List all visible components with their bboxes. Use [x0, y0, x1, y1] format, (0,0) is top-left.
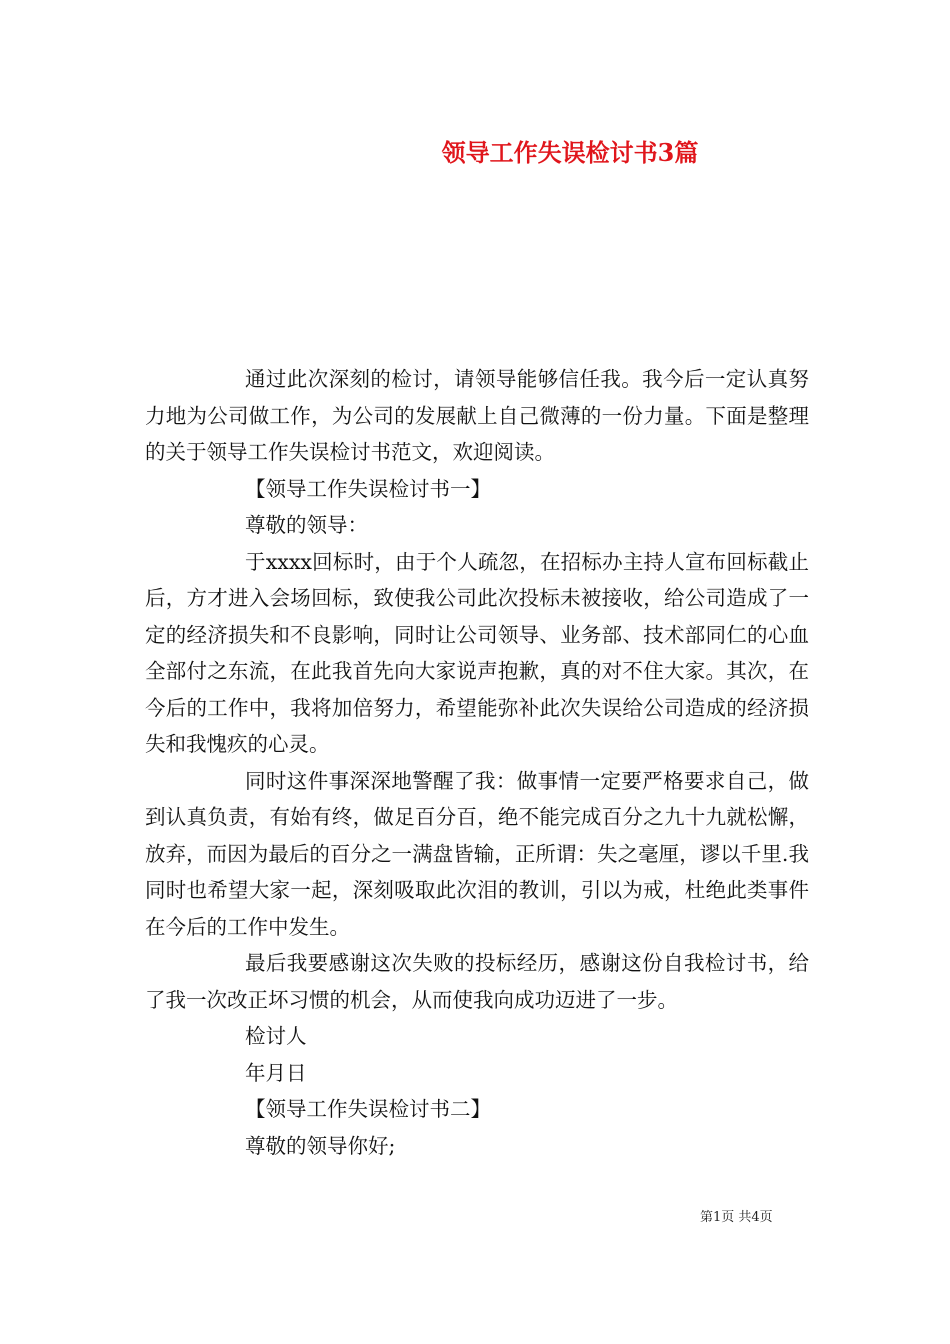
- intro-paragraph: 通过此次深刻的检讨，请领导能够信任我。我今后一定认真努力地为公司做工作，为公司的发展献上自己微薄的一份力量。下面是整理的关于领导工作失误检讨书范文，欢迎阅读。: [145, 367, 809, 464]
- section-heading-two: 【领导工作失误检讨书二】: [245, 1097, 491, 1121]
- salutation-one: 尊敬的领导：: [245, 513, 368, 537]
- page-footer: 第1页 共4页: [700, 1210, 773, 1225]
- body-paragraph: 于xxxx回标时，由于个人疏忽，在招标办主持人宣布回标截止后，方才进入会场回标，致使我公司此次投标未被接收，给公司造成了一定的经济损失和不良影响，同时让公司领导、业务部、技术部同仁的心血全部付之东流，在此我首先向大家说声抱歉，真的对不住大家。其次，在今后的工作中，我将加倍努力，希望能弥补此次失误给公司造成的经济损失和我愧疚的心灵。: [145, 549, 809, 756]
- date-line: 年月日: [245, 1060, 307, 1085]
- salutation-two: 尊敬的领导你好;: [245, 1133, 396, 1158]
- section-heading-one: 【领导工作失误检讨书一】: [245, 476, 491, 501]
- body-paragraph: 同时这件事深深地警醒了我：做事情一定要严格要求自己，做到认真负责，有始有终，做足百分百，绝不能完成百分之九十九就松懈，放弃，而因为最后的百分之一满盘皆输，正所谓：失之毫厘，谬以千里.我同时也希望大家一起，深刻吸取此次泪的教训，引以为戒，杜绝此类事件在今后的工作中发生。: [145, 768, 809, 939]
- document-body: [145, 361, 809, 1164]
- signature-line: 检讨人: [245, 1024, 307, 1048]
- body-paragraph: 最后我要感谢这次失败的投标经历，感谢这份自我检讨书，给了我一次改正坏习惯的机会，从而使我向成功迈进了一步。: [145, 951, 809, 1012]
- page-title: 领导工作失误检讨书3篇: [441, 138, 699, 167]
